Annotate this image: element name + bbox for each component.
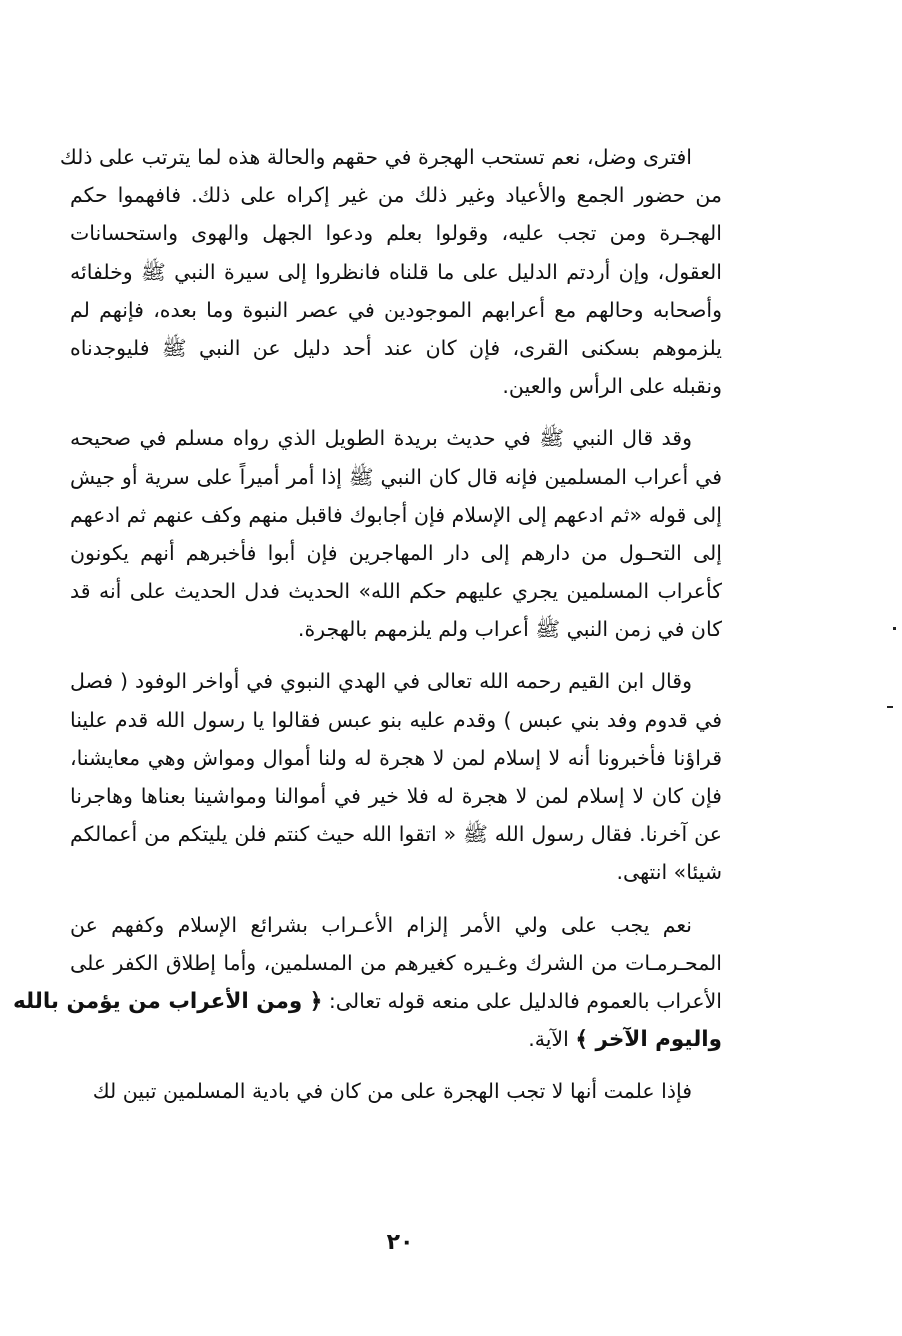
- paragraph: [59, 138, 722, 405]
- text-line: وقال ابن القيم رحمه الله تعالى في الهدي النبوي في أواخر الوفود ( فصل: [70, 669, 692, 694]
- text-line: [70, 1020, 722, 1058]
- text-line: إلى التحـول من دارهم إلى دار المهاجرين فإن أبوا فأخبرهم أنهم يكونون: [70, 540, 722, 565]
- text-line: وأصحابه وحالهم مع أعرابهم الموجودين في عصر النبوة وما بعده، فإنهم لم: [70, 297, 722, 322]
- paragraph: [70, 419, 722, 648]
- text-line: إلى قوله «ثم ادعهم إلى الإسلام فإن أجابوك فاقبل منهم وكف عنهم ثم ادعهم: [70, 502, 722, 527]
- quran-verse-end: واليوم الآخر ﴾: [575, 1027, 722, 1053]
- text-line: في أعراب المسلمين فإنه قال كان النبي ﷺ إذا أمر أميراً على سرية أو جيش: [70, 464, 722, 489]
- scan-speck: [893, 627, 896, 630]
- text-line: كان في زمن النبي ﷺ أعراب ولم يلزمهم بالهجرة.: [297, 617, 722, 642]
- text-line: من حضور الجمع والأعياد وغير ذلك من غير إكراه على ذلك. فافهموا حكم: [70, 183, 722, 208]
- text-line: نعم يجب على ولي الأمر إلزام الأعـراب بشرائع الإسلام وكفهم عن: [70, 912, 692, 937]
- text-line: في قدوم وفد بني عبس ) وقدم عليه بنو عبس فقالوا يا رسول الله قدم علينا: [70, 707, 722, 732]
- text-line: فإن كان لا إسلام لمن لا هجرة له فلا خير في أموالنا ومواشينا بعناها وهاجرنا: [70, 784, 722, 808]
- text-line: قراؤنا فأخبرونا أنه لا إسلام لمن لا هجرة له ولنا أموال ومواش وهي معايشنا،: [70, 745, 722, 770]
- text-line: عن آخرنا. فقال رسول الله ﷺ « اتقوا الله حيث كنتم فلن يليتكم من أعمالكم: [70, 822, 722, 847]
- paragraph: [70, 662, 722, 891]
- text-line: [12, 982, 722, 1020]
- text-line: ونقبله على الرأس والعين.: [502, 374, 722, 399]
- text-line: وقد قال النبي ﷺ في حديث بريدة الطويل الذي رواه مسلم في صحيحه: [70, 426, 692, 451]
- text-line: العقول، وإن أردتم الدليل على ما قلناه فانظروا إلى سيرة النبي ﷺ وخلفائه: [70, 259, 722, 284]
- text-line: الهجـرة ومن تجب عليه، وقولوا بعلم ودعوا الجهل والهوى واستحسانات: [70, 221, 722, 246]
- verse-after-text: الآية.: [528, 1027, 569, 1052]
- page-body: [12, 138, 722, 1111]
- text-line: يلزموهم بسكنى القرى، فإن كان عند أحد دليل عن النبي ﷺ فليوجدناه: [70, 335, 722, 360]
- paragraph: [12, 906, 722, 1059]
- quran-verse-start: ﴿ ومن الأعراب من يؤمن بالله: [12, 988, 323, 1014]
- text-line: المحـرمـات من الشرك وغـيره كغيرهم من المسلمين، وأما إطلاق الكفر على: [70, 950, 722, 975]
- paragraph: [70, 1072, 722, 1110]
- text-line: فإذا علمت أنها لا تجب الهجرة على من كان في بادية المسلمين تبين لك: [92, 1079, 692, 1104]
- text-line: افترى وضل، نعم تستحب الهجرة في حقهم والحالة هذه لما يترتب على ذلك: [59, 145, 692, 169]
- page-number: ٢٠: [386, 1230, 414, 1255]
- text-line: كأعراب المسلمين يجري عليهم حكم الله» الحديث فدل الحديث على أنه قد: [70, 579, 722, 604]
- verse-intro-text: الأعراب بالعموم فالدليل على منعه قوله تعالى:: [328, 988, 722, 1013]
- scan-speck: [887, 706, 893, 708]
- text-line: شيئا» انتهى.: [616, 860, 722, 885]
